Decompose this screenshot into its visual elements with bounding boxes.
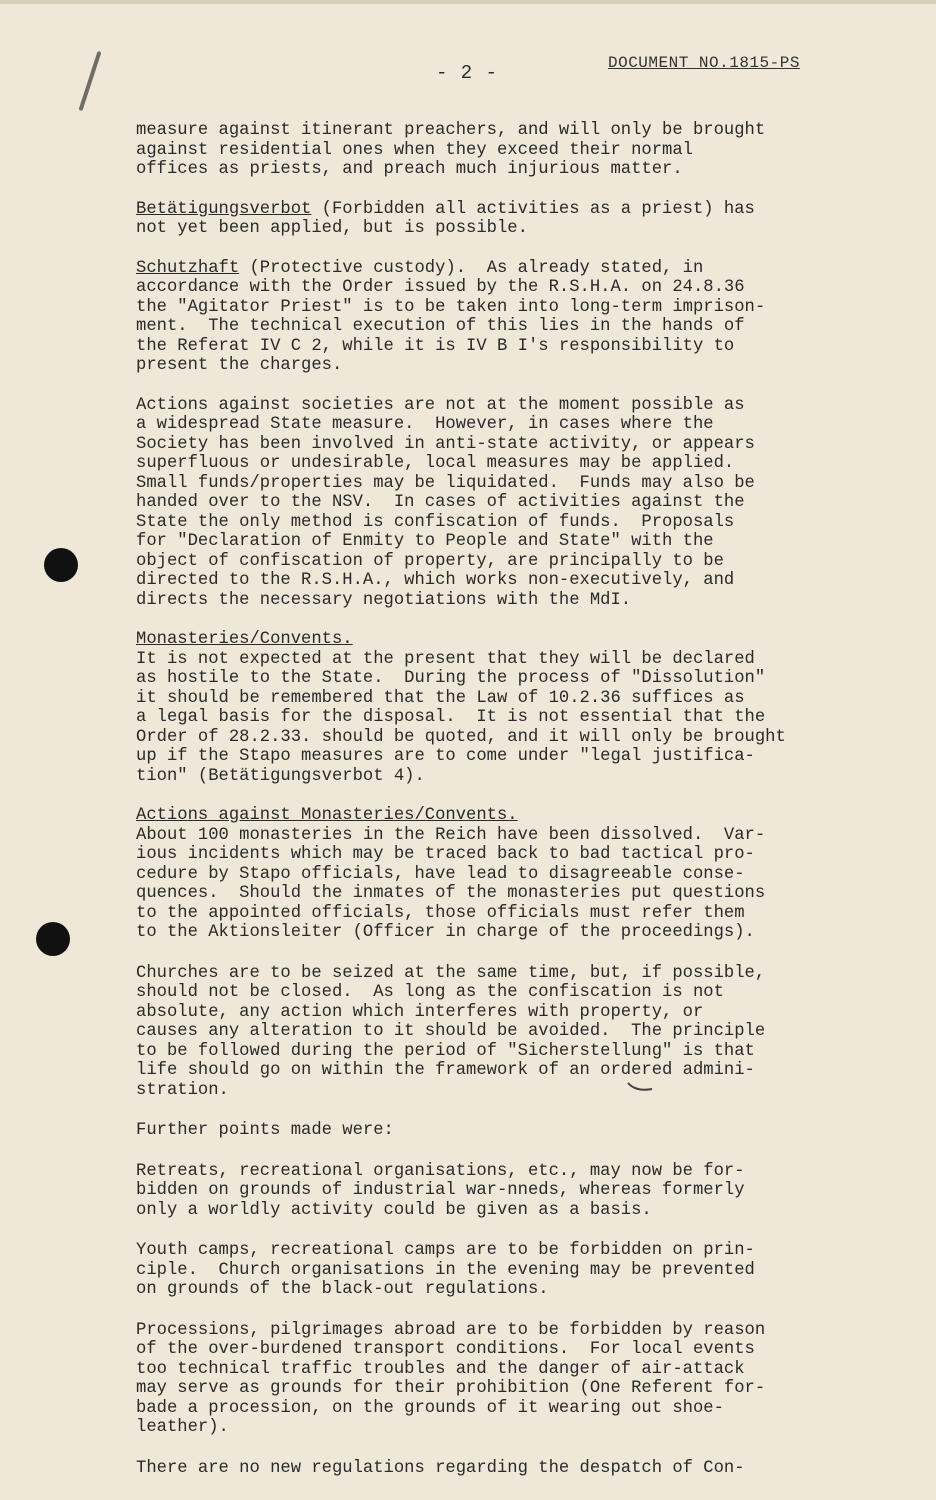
section-heading: Actions against Monasteries/Convents. bbox=[136, 806, 518, 825]
document-id: DOCUMENT NO.1815-PS bbox=[608, 54, 800, 72]
section-heading: Monasteries/Convents. bbox=[136, 630, 353, 649]
paragraph-processions: Processions, pilgrimages abroad are to be forbidden by reason of the over-burdened transport conditions. For local events too technical traffic troubles and the danger of air-attack may serve as grounds for their prohibition (One Referent for- bade a procession, on the grounds of it wearing out shoe- leather). bbox=[136, 1320, 766, 1437]
section-heading: Betätigungsverbot bbox=[136, 199, 312, 219]
paragraph-societies: Actions against societies are not at the moment possible as a widespread State measure. However, in cases where the Society has been involved in anti-state activity, or appears superfluous or undesirable, local measures may be applied. Small funds/properties may be liquidated. Funds may also be handed over to the NSV. In cases of activities against the State the only method is confiscation of funds. Proposals for "Declaration of Enmity to People and State" with the object of confiscation of property, are principally to be directed to the R.S.H.A., which works non-executively, and directs the necessary negotiations with the MdI. bbox=[136, 395, 755, 610]
paragraph-schutzhaft: Schutzhaft (Protective custody). As already stated, in accordance with the Order issued by the R.S.H.A. on 24.8.36 the "Agitator Priest" is to be taken into long-term imprison- ment. The technical execution of this lies in the hands of the Referat IV C 2, while it is IV B I's responsibility to present the charges. bbox=[136, 258, 766, 375]
section-heading: Schutzhaft bbox=[136, 258, 240, 278]
page-top-edge bbox=[0, 0, 936, 4]
paragraph-youth-camps: Youth camps, recreational camps are to be forbidden on prin- ciple. Church organisations in the evening may be prevented on grounds of the black-out regulations. bbox=[136, 1241, 755, 1299]
paragraph-churches: Churches are to be seized at the same time, but, if possible, should not be closed. As long as the confiscation is not absolute, any action which interferes with property, or causes any alteration to it should be avoided. The principle to be followed during the period of "Sicherstellung" is that life should go on within the framework of an ordered admini- stration. bbox=[136, 963, 766, 1100]
punch-hole-upper bbox=[44, 548, 78, 582]
paragraph-further-points: Further points made were: bbox=[136, 1121, 394, 1140]
pencil-tick-mark bbox=[626, 1080, 654, 1094]
punch-hole-lower bbox=[36, 922, 70, 956]
paragraph-regulations: There are no new regulations regarding the despatch of Con- bbox=[136, 1458, 745, 1478]
paragraph-monasteries: Monasteries/Convents. It is not expected at the present that they will be declared as hostile to the State. During the process of "Dissolution" it should be remembered that the Law of 10.2.36 suffices as a legal basis for the disposal. It is not essential that the Order of 28.2.33. should be quoted, and it will only be brought up if the Stapo measures are to come under "legal justifica- tion" (Betätigungsverbot 4). bbox=[136, 630, 786, 786]
paragraph-itinerant-preachers: measure against itinerant preachers, and will only be brought against residential ones when they exceed their normal offices as priests, and preach much injurious matter. bbox=[136, 121, 766, 179]
page-number: - 2 - bbox=[436, 62, 499, 84]
paragraph-retreats: Retreats, recreational organisations, etc., may now be for- bidden on grounds of industrial war-nneds, whereas formerly only a worldly activity could be given as a basis. bbox=[136, 1161, 745, 1220]
document-body bbox=[136, 121, 876, 1478]
paragraph-actions-monasteries: Actions against Monasteries/Convents. About 100 monasteries in the Reich have been dissolved. Var- ious incidents which may be traced back to bad tactical pro- cedure by Stapo officials, have lead to disagreeable conse- quences. Should the inmates of the monasteries put questions to the appointed officials, those officials must refer them to the Aktionsleiter (Officer in charge of the proceedings). bbox=[136, 806, 766, 942]
paragraph-betaetigungsverbot: Betätigungsverbot (Forbidden all activities as a priest) has not yet been applied, but is possible. bbox=[136, 199, 755, 238]
pencil-mark bbox=[79, 51, 102, 111]
